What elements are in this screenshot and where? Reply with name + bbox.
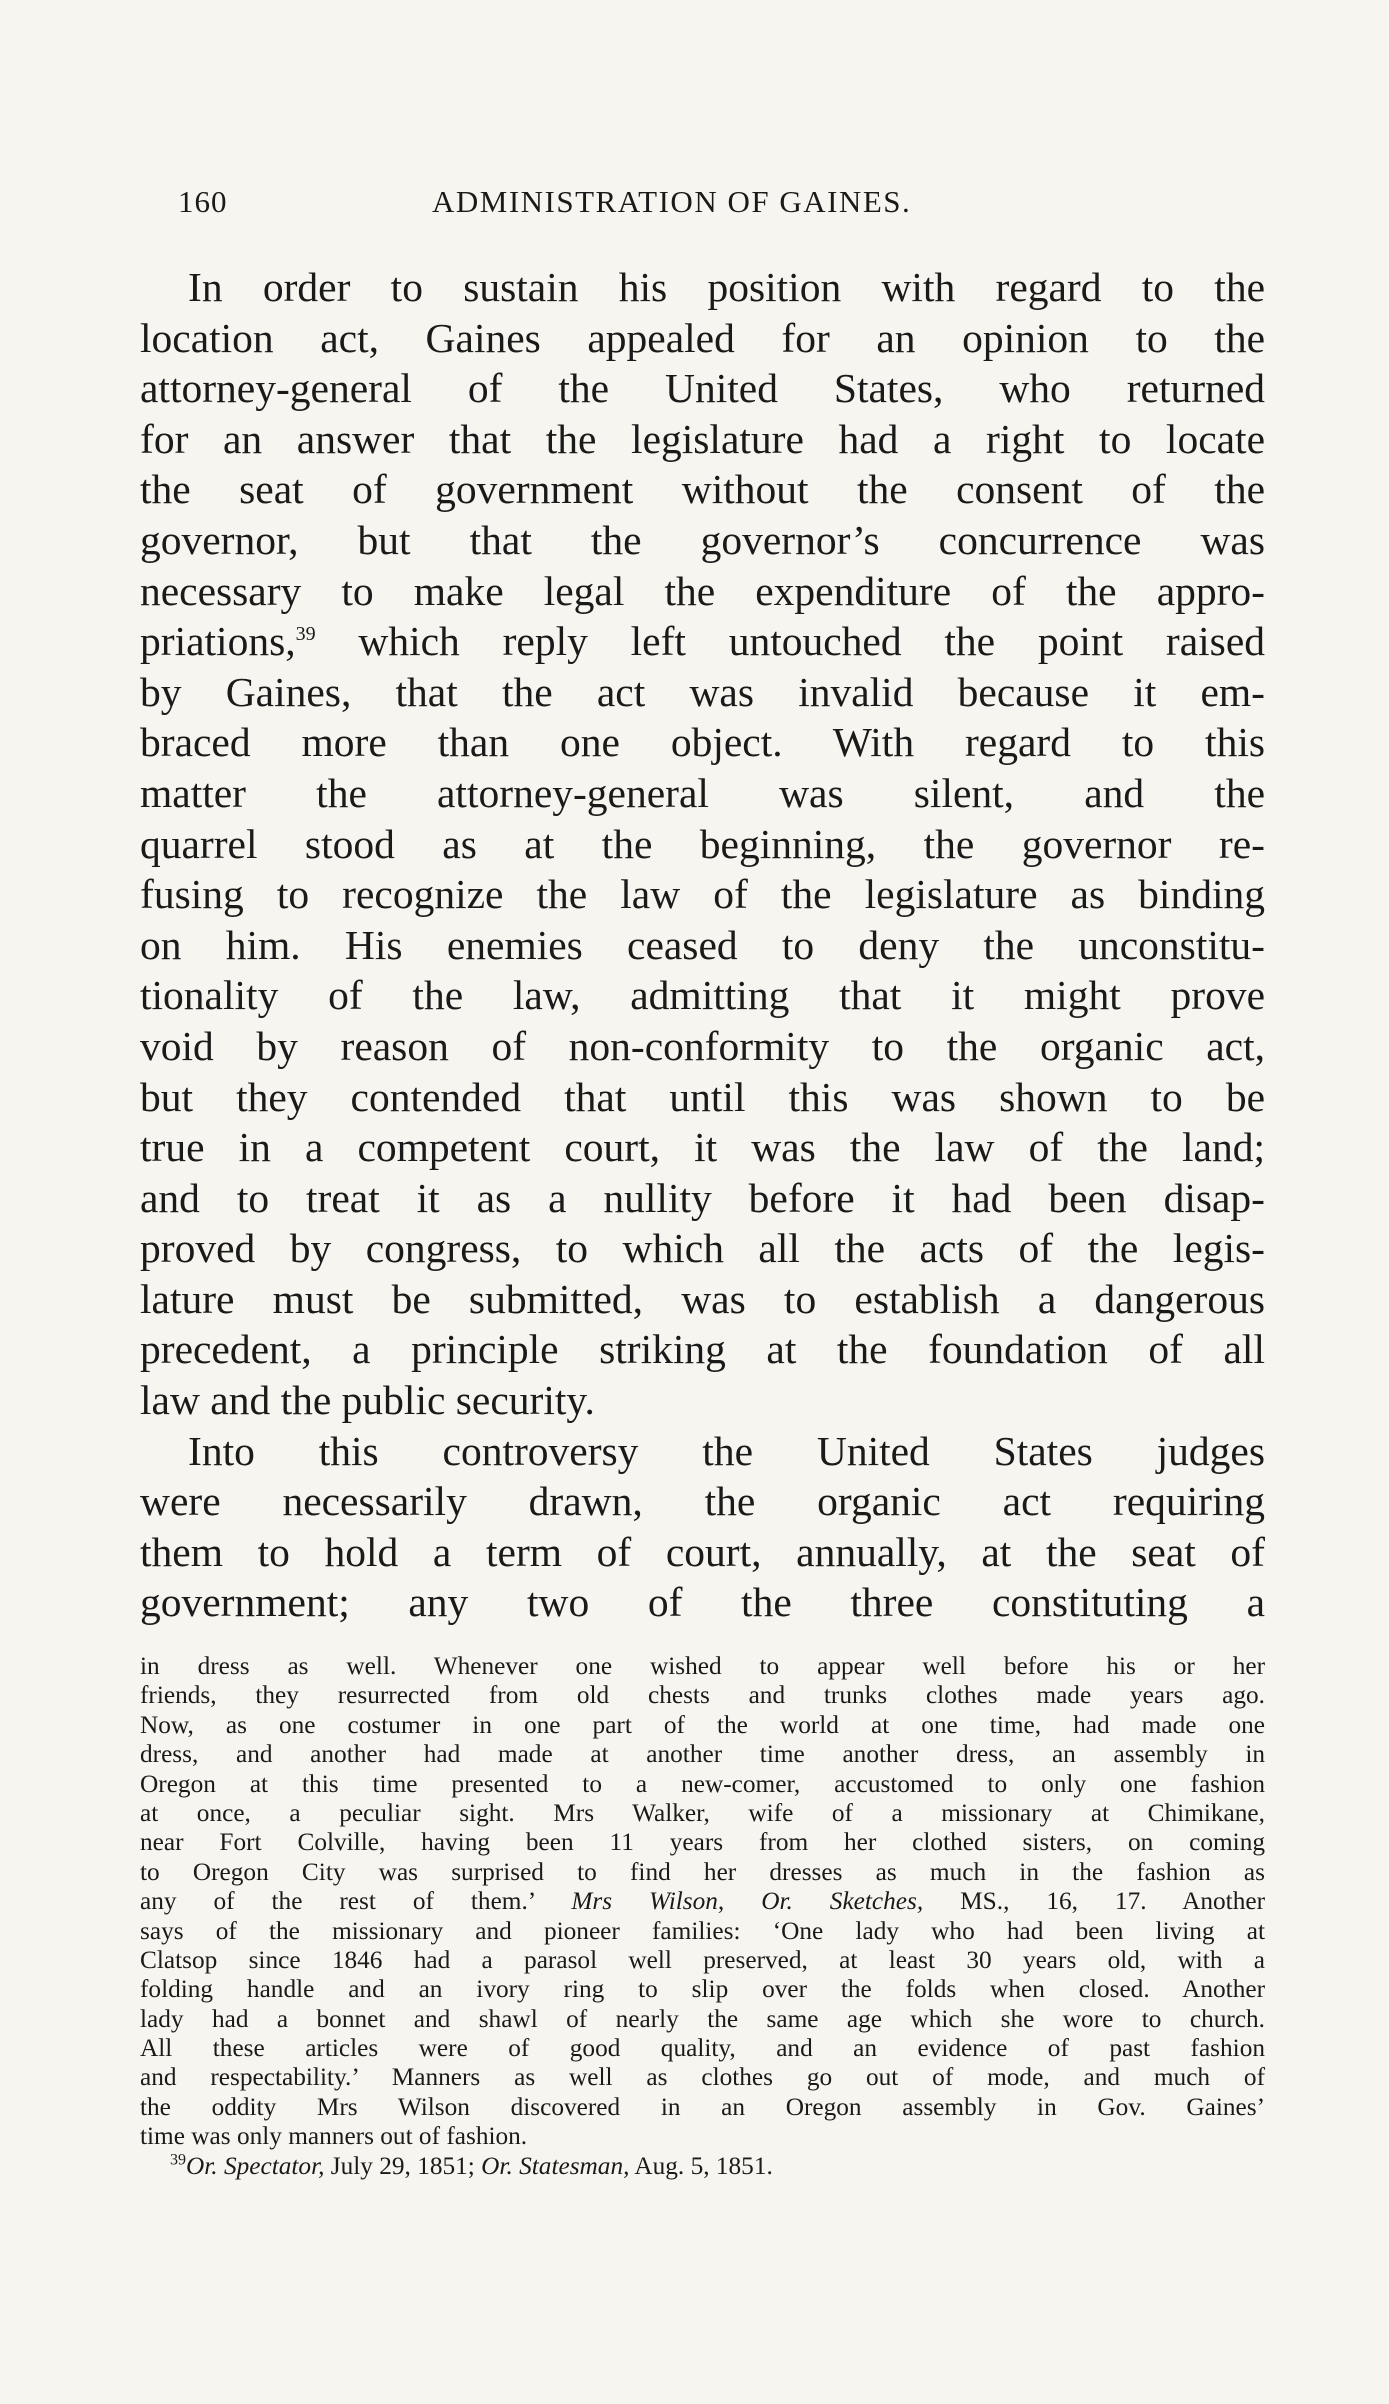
citation-title: Mrs Wilson, Or. Sketches,: [571, 1887, 924, 1916]
footnote-line: near Fort Colville, having been 11 years from her clothed sisters, on coming: [140, 1828, 1265, 1857]
text-line: on him. His enemies ceased to deny the unconstitu-: [140, 921, 1265, 968]
footnote-line: and respectability.’ Manners as well as clothes go out of mode, and much of: [140, 2063, 1265, 2092]
text-line: lature must be submitted, was to establish a dangerous: [140, 1275, 1265, 1322]
text-line: location act, Gaines appealed for an opinion to the: [140, 314, 1265, 361]
text-line: proved by congress, to which all the acts of the legis-: [140, 1225, 1265, 1272]
text-line: governor, but that the governor’s concurrence was: [140, 516, 1265, 563]
text-line: for an answer that the legislature had a right to locate: [140, 415, 1265, 462]
footnote-line: dress, and another had made at another time another dress, an assembly in: [140, 1740, 1265, 1769]
text-line: braced more than one object. With regard to this: [140, 719, 1265, 766]
text-line: [140, 616, 1265, 667]
page-number: 160: [178, 184, 228, 219]
text-line: In order to sustain his position with regard to the: [188, 264, 1265, 310]
main-text: [140, 262, 1265, 1628]
footnote-line: [140, 2152, 1265, 2181]
footnote-line: to Oregon City was surprised to find her dresses as much in the fashion as: [140, 1857, 1265, 1886]
text-fragment: MS., 16, 17. Another: [923, 1887, 1266, 1916]
footnote-line: Now, as one costumer in one part of the world at one time, had made one: [140, 1710, 1265, 1739]
citation-title: Or. Statesman,: [481, 2151, 630, 2180]
text-line: the seat of government without the consent of the: [140, 466, 1265, 513]
text-line: by Gaines, that the act was invalid because it em-: [140, 668, 1265, 715]
footnote-marker: 39: [170, 2151, 186, 2169]
footnote-line: says of the missionary and pioneer families: ‘One lady who had been living at: [140, 1916, 1265, 1945]
footnote-line: folding handle and an ivory ring to slip over the folds when closed. Another: [140, 1975, 1265, 2004]
footnote-continued: [140, 1652, 1265, 2152]
text-line: precedent, a principle striking at the foundation of all: [140, 1326, 1265, 1373]
footnote-line: Clatsop since 1846 had a parasol well preserved, at least 30 years old, with a: [140, 1945, 1265, 1974]
text-line: law and the public security.: [140, 1377, 595, 1424]
text-line: but they contended that until this was shown to be: [140, 1073, 1265, 1120]
text-line: were necessarily drawn, the organic act requiring: [140, 1478, 1265, 1525]
running-head: [178, 184, 1278, 228]
text-line: tionality of the law, admitting that it might prove: [140, 972, 1265, 1019]
footnote-line: at once, a peculiar sight. Mrs Walker, wife of a missionary at Chimikane,: [140, 1798, 1265, 1827]
paragraph-1: [140, 262, 1265, 1426]
text-line: them to hold a term of court, annually, at the seat of: [140, 1528, 1265, 1575]
paragraph-2: [140, 1426, 1265, 1628]
running-head-title: ADMINISTRATION OF GAINES.: [432, 184, 912, 219]
text-line: government; any two of the three constituting a: [140, 1579, 1265, 1626]
text-line: necessary to make legal the expenditure of the appro-: [140, 567, 1265, 614]
footnote-line: in dress as well. Whenever one wished to appear well before his or her: [140, 1652, 1265, 1680]
text-line: void by reason of non-conformity to the organic act,: [140, 1022, 1265, 1069]
footnotes: [140, 1652, 1265, 2181]
footnote-line: time was only manners out of fashion.: [140, 2122, 528, 2151]
text-fragment: July 29, 1851;: [324, 2151, 482, 2180]
text-line: attorney-general of the United States, who returned: [140, 365, 1265, 412]
footnote-39: [140, 2152, 1265, 2181]
text-fragment: which reply left untouched the point raised: [315, 618, 1265, 665]
text-fragment: Aug. 5, 1851.: [629, 2151, 773, 2180]
text-line: fusing to recognize the law of the legislature as binding: [140, 871, 1265, 918]
footnote-reference-39: 39: [295, 623, 316, 646]
text-line: Into this controversy the United States judges: [188, 1427, 1265, 1474]
text-line: true in a competent court, it was the law of the land;: [140, 1124, 1265, 1171]
text-line: quarrel stood as at the beginning, the governor re-: [140, 820, 1265, 867]
footnote-line: All these articles were of good quality, and an evidence of past fashion: [140, 2034, 1265, 2063]
footnote-line: the oddity Mrs Wilson discovered in an Oregon assembly in Gov. Gaines’: [140, 2092, 1265, 2121]
text-line: and to treat it as a nullity before it had been disap-: [140, 1174, 1265, 1221]
footnote-line: [140, 1887, 1265, 1916]
citation-title: Or. Spectator,: [186, 2151, 325, 2180]
footnote-line: friends, they resurrected from old chests and trunks clothes made years ago.: [140, 1681, 1265, 1710]
text-fragment: any of the rest of them.’: [140, 1887, 535, 1916]
footnote-line: Oregon at this time presented to a new-comer, accustomed to only one fashion: [140, 1769, 1265, 1798]
text-line: matter the attorney-general was silent, and the: [140, 769, 1265, 816]
text-fragment: priations,: [140, 618, 296, 665]
footnote-line: lady had a bonnet and shawl of nearly the same age which she wore to church.: [140, 2004, 1265, 2033]
